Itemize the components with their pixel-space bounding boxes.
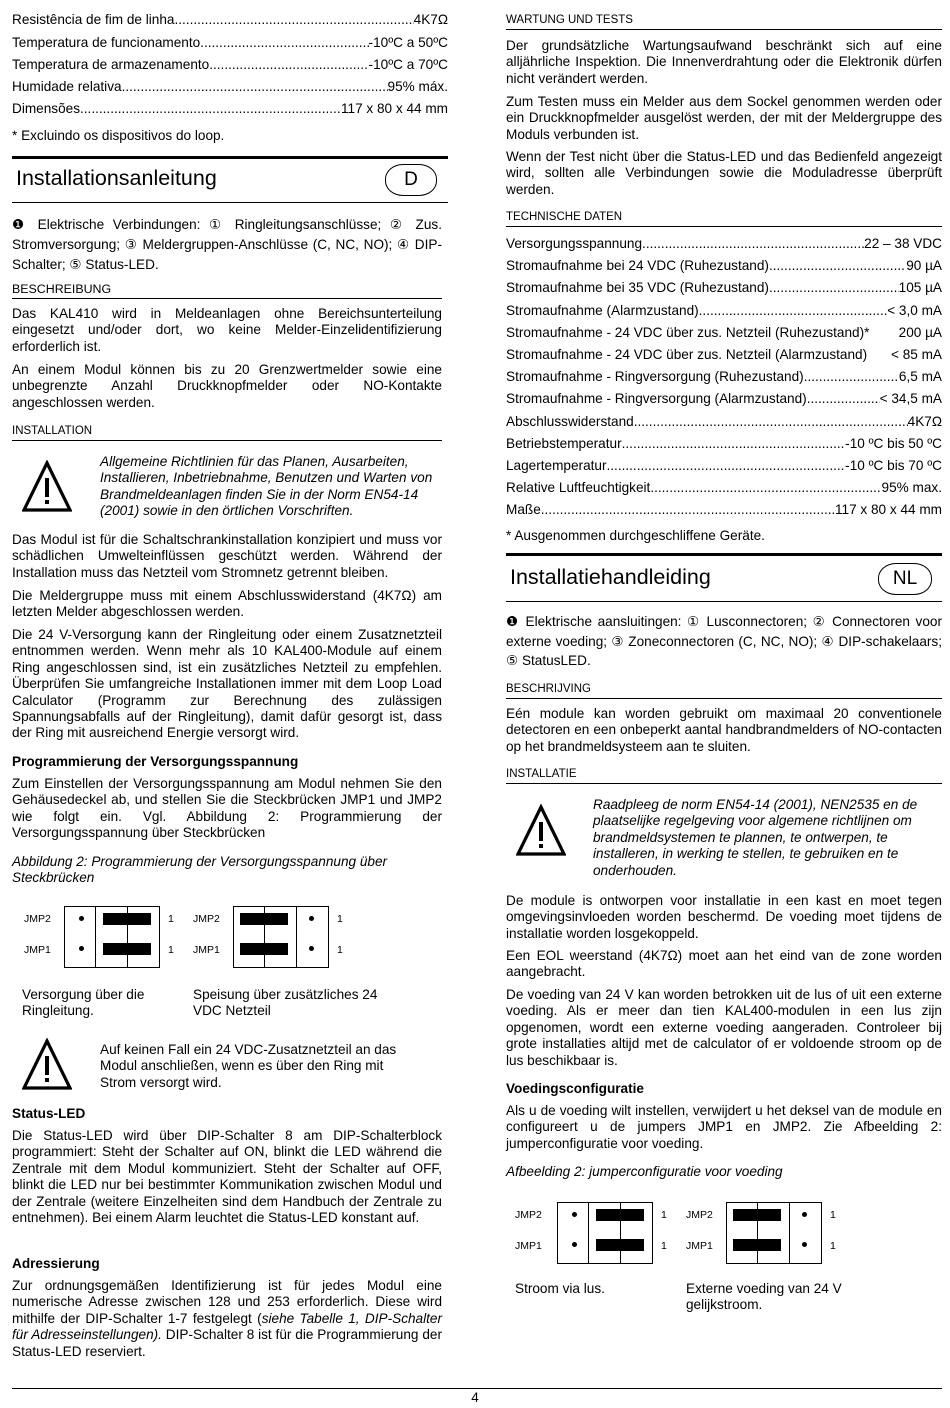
de-heading-daten: TECHNISCHE DATEN [506, 211, 623, 223]
nl-connections: ❶ Elektrische aansluitingen: ① Lusconnectoren; ② Connectoren voor externe voeding; ③ Zoneconnectoren (C, NC, NO); ④ DIP-schakelaars; ⑤ StatusLED. [506, 614, 942, 668]
jumper-pin [79, 946, 84, 951]
de-install-2: Die Meldergruppe muss mit einem Abschlusswiderstand (4K7Ω) am letzten Melder abgeschlossen werden. [12, 588, 442, 620]
nl-figure-label-external: Externe voeding van 24 V gelijkstroom. [686, 1281, 842, 1313]
jmp2-label: JMP2 [515, 1209, 542, 1221]
spec-value: 4K7Ω [413, 12, 448, 27]
nl-heading-installatie: INSTALLATIE [506, 768, 577, 780]
spec-label: Relative Luftfeuchtigkeit [506, 480, 651, 496]
spec-label: Stromaufnahme bei 35 VDC (Ruhezustand) [506, 280, 769, 296]
spec-value: 95% max. [881, 480, 942, 496]
warning-icon [22, 1038, 72, 1092]
spec-label: Stromaufnahme - 24 VDC über zus. Netzteil (Alarmzustand) [506, 347, 868, 362]
jumper-cap [240, 943, 288, 955]
nl-install-2: Een EOL weerstand (4K7Ω) moet aan het eind van de zone worden aangebracht. [506, 948, 942, 980]
spec-leader [642, 236, 864, 252]
page-number: 4 [471, 1390, 479, 1405]
spec-leader [769, 280, 899, 296]
jumper-cap [103, 913, 151, 925]
jmp1-label: JMP1 [193, 944, 220, 956]
nl-title: Installatiehandleiding [510, 565, 711, 589]
spec-leader [804, 369, 899, 385]
de-spec-footnote: * Ausgenommen durchgeschliffene Geräte. [506, 528, 765, 543]
spec-label: Dimensões [12, 101, 80, 116]
de-install-1: Das Modul ist für die Schaltschrankinstallation konzipiert und muss vor schädlichen Umwelteinflüssen geschützt werden. Während der Installation muss das Netzteil vom Stromnetz getrennt bleiben. [12, 532, 442, 580]
spec-label: Stromaufnahme - 24 VDC über zus. Netzteil (Ruhezustand)* [506, 324, 870, 340]
spec-label: Temperatura de funcionamento [12, 35, 201, 50]
de-figure-label-ring: Versorgung über die Ringleitung. [22, 987, 145, 1019]
spec-value: 95% máx. [387, 79, 448, 94]
spec-value: -10ºC a 50ºC [368, 35, 448, 50]
pt-spec-row [12, 101, 448, 117]
de-spec-row [506, 458, 942, 474]
spec-leader [622, 436, 846, 452]
jumper-pin [802, 1242, 807, 1247]
de-beschreibung-2: An einem Modul können bis zu 20 Grenzwertmelder sowie eine unbegrenzte Anzahl Druckknopfmelder oder NO-Kontakte angeschlossen werden. [12, 362, 442, 410]
spec-value: 4K7Ω [907, 413, 942, 429]
pin1-label: 1 [830, 1240, 836, 1252]
de-programmierung: Zum Einstellen der Versorgungsspannung am Modul nehmen Sie den Gehäusedeckel ab, und stellen Sie die Steckbrücken JMP1 und JMP2 wie folgt ein. Vgl. Abbildung 2: Programmierung der Versorgungsspannung über Steckbrücken [12, 776, 442, 841]
adress-text: Zur ordnungsgemäßen Identifizierung ist für jedes Modul eine numerische Adresse zwischen 128 und 253 erforderlich. Diese wird mithilfe der DIP-Schalter 1-7 festgelegt ( [12, 1278, 442, 1326]
spec-value: 22 – 38 VDC [864, 236, 942, 251]
spec-label: Abschlusswiderstand [506, 413, 634, 429]
de-spec-row [506, 280, 942, 296]
spec-leader [769, 258, 906, 274]
de-title: Installationsanleitung [16, 166, 217, 190]
jumper-cap [240, 913, 288, 925]
pt-spec-row [12, 79, 448, 95]
jumper-pin [309, 946, 314, 951]
de-wartung-1: Der grundsätzliche Wartungsaufwand beschränkt sich auf eine alljährliche Inspektion. Die Innenverdrahtung oder die Elektronik dürfen nicht verändert werden. [506, 38, 942, 86]
de-spec-row [506, 480, 942, 496]
jmp2-label: JMP2 [24, 913, 51, 925]
nl-voeding: Als u de voeding wilt instellen, verwijdert u het deksel van de module en configureert u de jumpers JMP1 en JMP2. Zie Afbeelding 2: jumperconfiguratie voor voeding. [506, 1103, 942, 1151]
de-wartung-2: Zum Testen muss ein Melder aus dem Sockel genommen werden oder ein Druckknopfmelder ausgelöst werden, der mit der Meldergruppe des Moduls verbunden ist. [506, 94, 942, 142]
warning-icon [516, 804, 566, 858]
jumper-pin [802, 1212, 807, 1217]
nl-warning: Raadpleeg de norm EN54-14 (2001), NEN2535 en de plaatselijke regelgeving voor algemene richtlijnen om brandmeldsystemen te plannen, te ontwerpen, te installeren, in werking te stellen, te gebruiken en te onderhouden. [593, 797, 918, 878]
spec-label: Stromaufnahme bei 24 VDC (Ruhezustand) [506, 258, 769, 274]
de-spec-row [506, 436, 942, 452]
de-spec-row [506, 369, 942, 385]
language-badge-nl: NL [878, 563, 932, 595]
heading-rule [506, 29, 942, 30]
de-heading-beschreibung: BESCHREIBUNG [12, 282, 112, 296]
jumper-pin [572, 1212, 577, 1217]
spec-leader [807, 391, 880, 407]
de-wartung-3: Wenn der Test nicht über die Status-LED und das Bedienfeld angezeigt wird, sollten alle Verbindungen sowie die Moduladresse überprüft werden. [506, 149, 942, 197]
de-heading-installation: INSTALLATION [12, 425, 93, 437]
pin1-label: 1 [168, 913, 174, 925]
spec-value: 105 µA [898, 280, 942, 296]
jmp1-label: JMP1 [24, 944, 51, 956]
adress-table-reference: siehe Tabelle 1, DIP-Schalter für Adresseinstellungen). [12, 1310, 442, 1343]
de-beschreibung-1: Das KAL410 wird in Meldeanlagen ohne Bereichsunterteilung eingesetzt und/oder dort, wo keine Melder-Einzelidentifizierung erforderlich ist. [12, 306, 442, 354]
spec-leader [650, 480, 881, 496]
heading-rule [506, 226, 942, 227]
spec-leader [541, 502, 835, 518]
spec-label: Resistência de fim de linha [12, 12, 175, 27]
jumper-divider [588, 1202, 589, 1263]
de-spec-row [506, 414, 942, 430]
spec-value: < 85 mA [890, 347, 942, 362]
de-adressierung [12, 1278, 442, 1360]
jumper-cap [596, 1239, 644, 1251]
jumper-cap [103, 943, 151, 955]
de-spec-row [506, 391, 942, 407]
de-heading-programmierung: Programmierung der Versorgungsspannung [12, 754, 299, 769]
jumper-cap [733, 1239, 781, 1251]
spec-value: < 3,0 mA [887, 302, 942, 318]
de-heading-wartung: WARTUNG UND TESTS [506, 14, 633, 26]
jumper-divider [95, 906, 96, 967]
de-spec-row [506, 236, 942, 252]
adress-text: DIP-Schalter 8 ist für die Programmierung der Status-LED reserviert. [12, 1327, 442, 1359]
de-spec-row [506, 347, 942, 363]
de-heading-status: Status-LED [12, 1106, 86, 1121]
nl-figure-caption: Afbeelding 2: jumperconfiguratie voor voeding [506, 1164, 783, 1179]
heading-rule [12, 440, 442, 441]
pin1-label: 1 [337, 944, 343, 956]
jmp1-label: JMP1 [515, 1240, 542, 1252]
title-rule [506, 601, 942, 602]
spec-label: Versorgungsspannung [506, 236, 643, 251]
spec-label: Stromaufnahme - Ringversorgung (Alarmzustand) [506, 391, 807, 407]
de-heading-adressierung: Adressierung [12, 1256, 100, 1271]
pin1-label: 1 [337, 913, 343, 925]
pin1-label: 1 [661, 1209, 667, 1221]
title-rule [12, 202, 448, 203]
heading-rule [12, 298, 442, 299]
spec-label: Stromaufnahme (Alarmzustand) [506, 302, 699, 318]
de-connections: ❶ Elektrische Verbindungen: ① Ringleitungsanschlüsse; ② Zus. Stromversorgung; ③ Meldergruppen-Anschlüsse (C, NC, NO); ④ DIP-Schalter; ⑤ Status-LED. [12, 217, 442, 272]
jumper-divider [296, 906, 297, 967]
nl-beschrijving: Eén module kan worden gebruikt om maximaal 20 conventionele detectoren en een onbeperkt aantal handbrandmelders of NO-contacten op het brandmeldsysteem aan te sluiten. [506, 706, 942, 754]
de-warning-2: Auf keinen Fall ein 24 VDC-Zusatznetzteil an das Modul anschließen, wenn es über den Ring mit Strom versorgt wird. [100, 1042, 397, 1090]
de-status: Die Status-LED wird über DIP-Schalter 8 am DIP-Schalterblock programmiert: Steht der Schalter auf ON, blinkt die LED während die Zentrale mit dem Modul kommuniziert. Steht der Schalter auf OFF, blinkt die LED nur bei bestimmter Kommunikation zwischen Modul und der Zentrale (weitere Einzelheiten sind dem Handbuch der Zentrale zu entnehmen). Bei einem Alarm leuchtet die Status-LED konstant auf. [12, 1128, 442, 1226]
pin1-label: 1 [661, 1240, 667, 1252]
de-install-3: Die 24 V-Versorgung kann der Ringleitung oder einem Zusatznetzteil entnommen werden. Wenn mehr als 10 KAL400-Module auf einem Ring angeschlossen sind, ist ein zusätzliches Netzteil zu empfehlen. Überprüfen Sie umfangreiche Installationen immer mit dem Loop Load Calculator (Programm zur Berechnung des zulässigen Spannungsabfalls auf der Ringleitung), damit dafür gesorgt ist, dass der Ring mit ausreichend Energie versorgt wird. [12, 627, 442, 741]
nl-heading-voeding: Voedingsconfiguratie [506, 1081, 644, 1096]
spec-value: 6,5 mA [898, 369, 942, 385]
spec-value: -10 ºC bis 50 ºC [845, 435, 942, 451]
jmp1-label: JMP1 [686, 1240, 713, 1252]
pt-spec-row [12, 35, 448, 51]
de-spec-row [506, 502, 942, 518]
spec-label: Maße [506, 502, 541, 518]
spec-value: 90 µA [906, 258, 942, 274]
spec-label: Temperatura de armazenamento [12, 57, 210, 72]
jmp2-label: JMP2 [686, 1209, 713, 1221]
pin1-label: 1 [830, 1209, 836, 1221]
de-warning-1: Allgemeine Richtlinien für das Planen, Ausarbeiten, Installieren, Inbetriebnahme, Benutzen und Warten von Brandmeldeanlagen finden Sie in der Norm EN54-14 (2001) sowie in den örtlichen Vorschriften. [100, 454, 433, 519]
spec-value: -10ºC a 70ºC [368, 57, 448, 72]
jumper-cap [596, 1209, 644, 1221]
spec-value: 200 µA [898, 324, 942, 340]
jmp2-label: JMP2 [193, 913, 220, 925]
spec-leader [634, 414, 908, 430]
nl-install-1: De module is ontworpen voor installatie in een kast en moet tegen omgevingsinvloeden worden beschermd. De voeding moet tijdens de installatie worden losgekoppeld. [506, 893, 942, 941]
pt-spec-row [12, 57, 448, 73]
de-spec-row [506, 325, 942, 341]
jumper-pin [309, 916, 314, 921]
heading-rule [506, 783, 942, 784]
spec-label: Betriebstemperatur [506, 435, 622, 451]
jumper-pin [79, 916, 84, 921]
title-rule [12, 156, 448, 159]
spec-value: -10 ºC bis 70 ºC [845, 458, 942, 473]
nl-install-3: De voeding van 24 V kan worden betrokken uit de lus of uit een externe voeding. Als er meer dan tien KAL400-modulen in een lus zijn opgenomen, wordt een externe voeding aangeraden. Controleer bij grote installaties altijd met de calculator of er voldoende stroom op de lus beschikbaar is. [506, 987, 942, 1068]
jumper-cap [733, 1209, 781, 1221]
spec-label: Stromaufnahme - Ringversorgung (Ruhezustand) [506, 369, 804, 385]
spec-leader [607, 458, 846, 474]
jumper-divider [789, 1202, 790, 1263]
warning-icon [22, 460, 72, 514]
de-spec-row [506, 303, 942, 319]
spec-value: 117 x 80 x 44 mm [834, 502, 942, 518]
spec-label: Lagertemperatur [506, 458, 607, 473]
de-spec-row [506, 258, 942, 274]
pin1-label: 1 [168, 944, 174, 956]
pt-spec-row [12, 12, 448, 28]
jumper-pin [572, 1242, 577, 1247]
spec-label: Humidade relativa [12, 79, 122, 94]
title-rule [506, 553, 942, 556]
de-figure-caption: Abbildung 2: Programmierung der Versorgungsspannung über Steckbrücken [12, 854, 388, 886]
footer-rule [12, 1388, 942, 1389]
nl-figure-label-ring: Stroom via lus. [515, 1281, 605, 1296]
spec-value: < 34,5 mA [879, 391, 942, 407]
nl-heading-beschrijving: BESCHRIJVING [506, 683, 591, 695]
pt-footnote: * Excluindo os dispositivos do loop. [12, 128, 225, 143]
de-figure-label-external: Speisung über zusätzliches 24 VDC Netzteil [193, 987, 378, 1019]
spec-value: 117 x 80 x 44 mm [340, 101, 448, 116]
language-badge-de: D [385, 164, 437, 196]
spec-leader [699, 303, 888, 319]
heading-rule [506, 698, 942, 699]
